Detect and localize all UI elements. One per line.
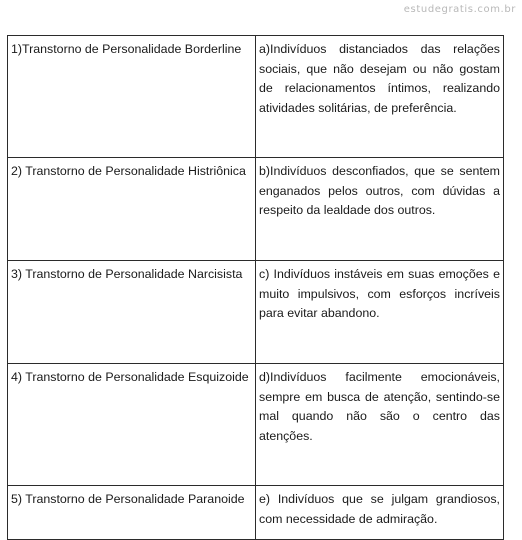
disorder-cell: 5) Transtorno de Personalidade Paranoide	[8, 486, 256, 540]
disorder-cell: 2) Transtorno de Personalidade Histriônica	[8, 158, 256, 261]
matching-table	[7, 35, 504, 540]
description-cell: c) Indivíduos instáveis em suas emoções e muito impulsivos, com esforços incríveis para evitar abandono.	[256, 261, 504, 364]
description-cell: b)Indivíduos desconfiados, que se sentem enganados pelos outros, com dúvidas a respeito da lealdade dos outros.	[256, 158, 504, 261]
table-row	[8, 364, 504, 486]
disorder-cell: 4) Transtorno de Personalidade Esquizoide	[8, 364, 256, 486]
table-row	[8, 158, 504, 261]
table-row	[8, 486, 504, 540]
description-cell: a)Indivíduos distanciados das relações sociais, que não desejam ou não gostam de relacionamentos íntimos, realizando atividades solitárias, de preferência.	[256, 36, 504, 158]
disorder-cell: 3) Transtorno de Personalidade Narcisista	[8, 261, 256, 364]
description-cell: e) Indivíduos que se julgam grandiosos, com necessidade de admiração.	[256, 486, 504, 540]
table-row	[8, 261, 504, 364]
site-watermark: estudegratis.com.br	[403, 4, 516, 15]
description-cell: d)Indivíduos facilmente emocionáveis, sempre em busca de atenção, sentindo-se mal quando não são o centro das atenções.	[256, 364, 504, 486]
disorder-cell: 1)Transtorno de Personalidade Borderline	[8, 36, 256, 158]
table-row	[8, 36, 504, 158]
